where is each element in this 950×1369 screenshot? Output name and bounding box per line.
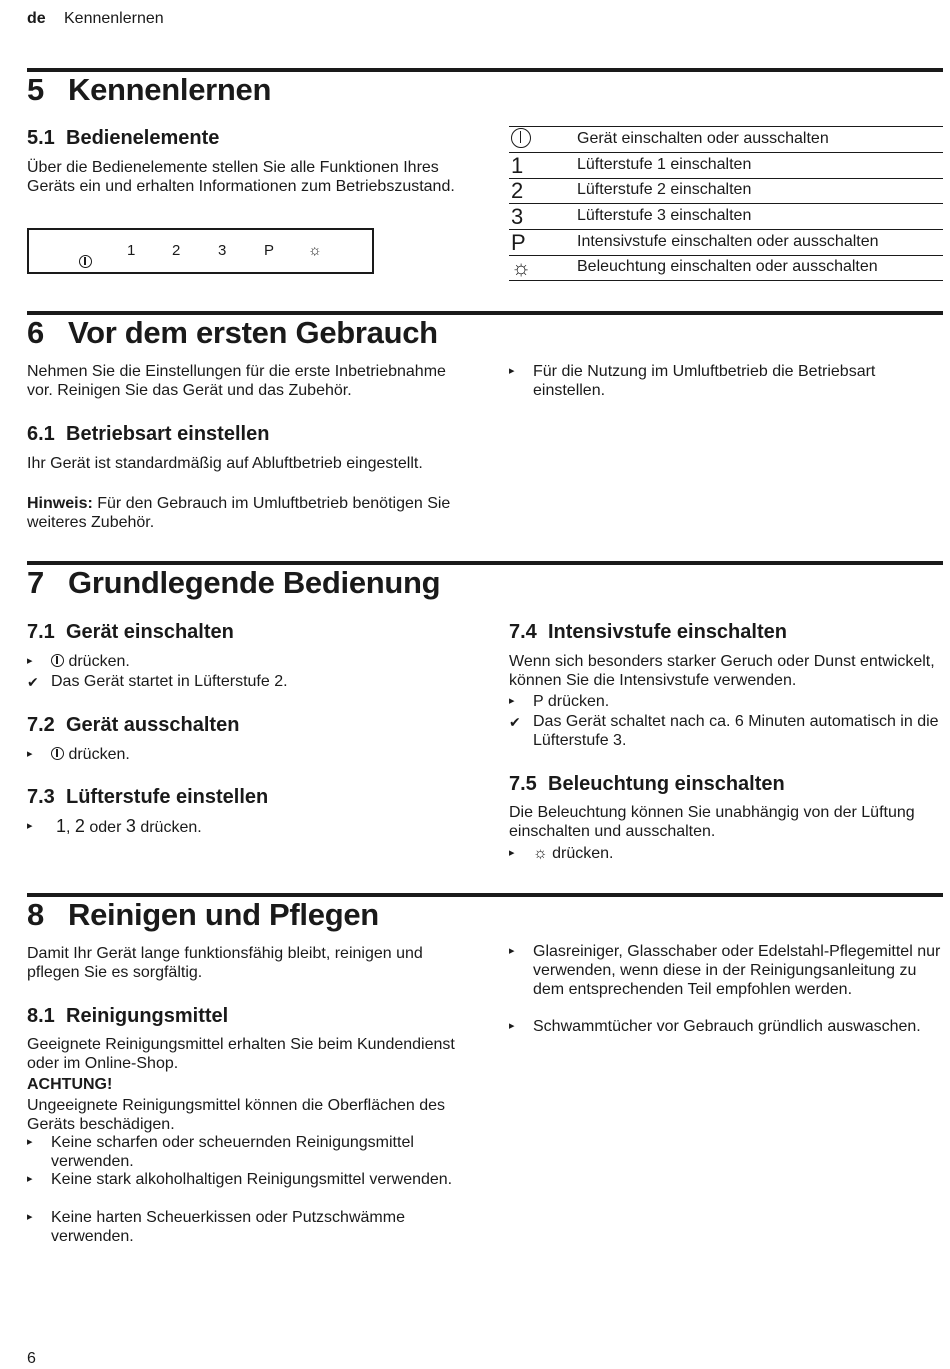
light-icon: ☼ xyxy=(533,845,548,862)
header-lang: de xyxy=(27,10,46,27)
power-icon xyxy=(511,128,531,152)
fan-level-2-symbol: 2 xyxy=(511,178,524,203)
paragraph: Ihr Gerät ist standardmäßig auf Abluftbetrieb eingestellt. xyxy=(27,455,423,472)
paragraph: Wenn sich besonders starker Geruch oder Dunst entwickelt, können Sie die Intensivstufe verwenden. xyxy=(509,653,935,689)
list-item: ▸ 1, 2 oder 3 drücken. xyxy=(27,816,202,836)
list-item: ▸ drücken. xyxy=(27,746,130,763)
control-panel-illustration xyxy=(27,228,374,274)
fan-level-2-button: 2 xyxy=(172,242,181,259)
header-title: Kennenlernen xyxy=(64,10,164,27)
fan-level-1-symbol: 1 xyxy=(511,153,524,178)
light-icon: ☼ xyxy=(511,255,532,280)
table-row: Gerät einschalten oder ausschalten xyxy=(509,127,943,153)
intensive-symbol: P xyxy=(511,230,526,255)
subsection-7-1-heading: 7.1 Gerät einschalten xyxy=(27,621,234,643)
paragraph: Die Beleuchtung können Sie unabhängig von der Lüftung einschalten und ausschalten. xyxy=(509,804,915,840)
section-7-heading: 7 Grundlegende Bedienung xyxy=(27,565,441,600)
subsection-8-1-heading: 8.1 Reinigungsmittel xyxy=(27,1005,229,1027)
paragraph: Damit Ihr Gerät lange funktionsfähig bleibt, reinigen und pflegen Sie es sorgfältig. xyxy=(27,945,423,981)
subsection-7-5-heading: 7.5 Beleuchtung einschalten xyxy=(509,773,785,795)
list-item: ▸ Keine stark alkoholhaltigen Reinigungsmittel verwenden. xyxy=(27,1171,453,1188)
warning-text: Ungeeignete Reinigungsmittel können die Oberflächen des Geräts beschädigen. xyxy=(27,1097,446,1133)
table-row: ☼ Beleuchtung einschalten oder ausschalten xyxy=(509,255,943,281)
list-item: ▸ drücken. xyxy=(27,653,130,670)
subsection-7-4-heading: 7.4 Intensivstufe einschalten xyxy=(509,621,787,643)
power-icon xyxy=(51,747,64,760)
result-item: ✔ Das Gerät startet in Lüfterstufe 2. xyxy=(27,673,288,690)
table-row: 3 Lüfterstufe 3 einschalten xyxy=(509,204,943,230)
page-number: 6 xyxy=(27,1350,36,1367)
list-item: ▸ Keine harten Scheuerkissen oder Putzschwämme verwenden. xyxy=(27,1209,405,1245)
subsection-7-3-heading: 7.3 Lüfterstufe einstellen xyxy=(27,786,269,808)
section-6-heading: 6 Vor dem ersten Gebrauch xyxy=(27,315,438,350)
list-item: ▸ Für die Nutzung im Umluftbetrieb die Betriebsart einstellen. xyxy=(509,363,876,399)
subsection-7-2-heading: 7.2 Gerät ausschalten xyxy=(27,714,240,736)
power-icon xyxy=(51,654,64,667)
list-item: ▸ P drücken. xyxy=(509,693,610,710)
subsection-6-1-heading: 6.1 Betriebsart einstellen xyxy=(27,423,270,445)
note: Hinweis: Für den Gebrauch im Umluftbetrieb benötigen Sie weiteres Zubehör. xyxy=(27,495,451,531)
section-5-heading: 5 Kennenlernen xyxy=(27,72,272,107)
fan-level-3-symbol: 3 xyxy=(511,204,524,229)
fan-level-1-button: 1 xyxy=(127,242,136,259)
list-item: ▸ Keine scharfen oder scheuernden Reinigungsmittel verwenden. xyxy=(27,1134,414,1170)
paragraph: Geeignete Reinigungsmittel erhalten Sie beim Kundendienst oder im Online-Shop. xyxy=(27,1036,455,1072)
subsection-5-1-heading: 5.1 Bedienelemente xyxy=(27,127,220,149)
intensive-button: P xyxy=(264,242,275,259)
paragraph: Nehmen Sie die Einstellungen für die erste Inbetriebnahme vor. Reinigen Sie das Gerät und das Zubehör. xyxy=(27,363,446,399)
list-item: ▸ Glasreiniger, Glasschaber oder Edelstahl-Pflegemittel nur verwenden, wenn diese in der Reinigungsanleitung zu dem entsprechenden Teil empfohlen werden. xyxy=(509,943,941,998)
result-item: ✔ Das Gerät schaltet nach ca. 6 Minuten automatisch in die Lüfterstufe 3. xyxy=(509,713,939,749)
paragraph: Über die Bedienelemente stellen Sie alle Funktionen Ihres Geräts ein und erhalten Informationen zum Betriebszustand. xyxy=(27,159,455,195)
table-row: 2 Lüfterstufe 2 einschalten xyxy=(509,178,943,204)
light-icon: ☼ xyxy=(308,242,322,259)
warning-label: ACHTUNG! xyxy=(27,1076,113,1093)
table-row: 1 Lüfterstufe 1 einschalten xyxy=(509,153,943,179)
fan-level-3-button: 3 xyxy=(218,242,227,259)
table-row: P Intensivstufe einschalten oder ausschalten xyxy=(509,230,943,256)
list-item: ▸ ☼ drücken. xyxy=(509,845,614,862)
list-item: ▸ Schwammtücher vor Gebrauch gründlich auswaschen. xyxy=(509,1018,921,1035)
section-8-heading: 8 Reinigen und Pflegen xyxy=(27,897,379,932)
